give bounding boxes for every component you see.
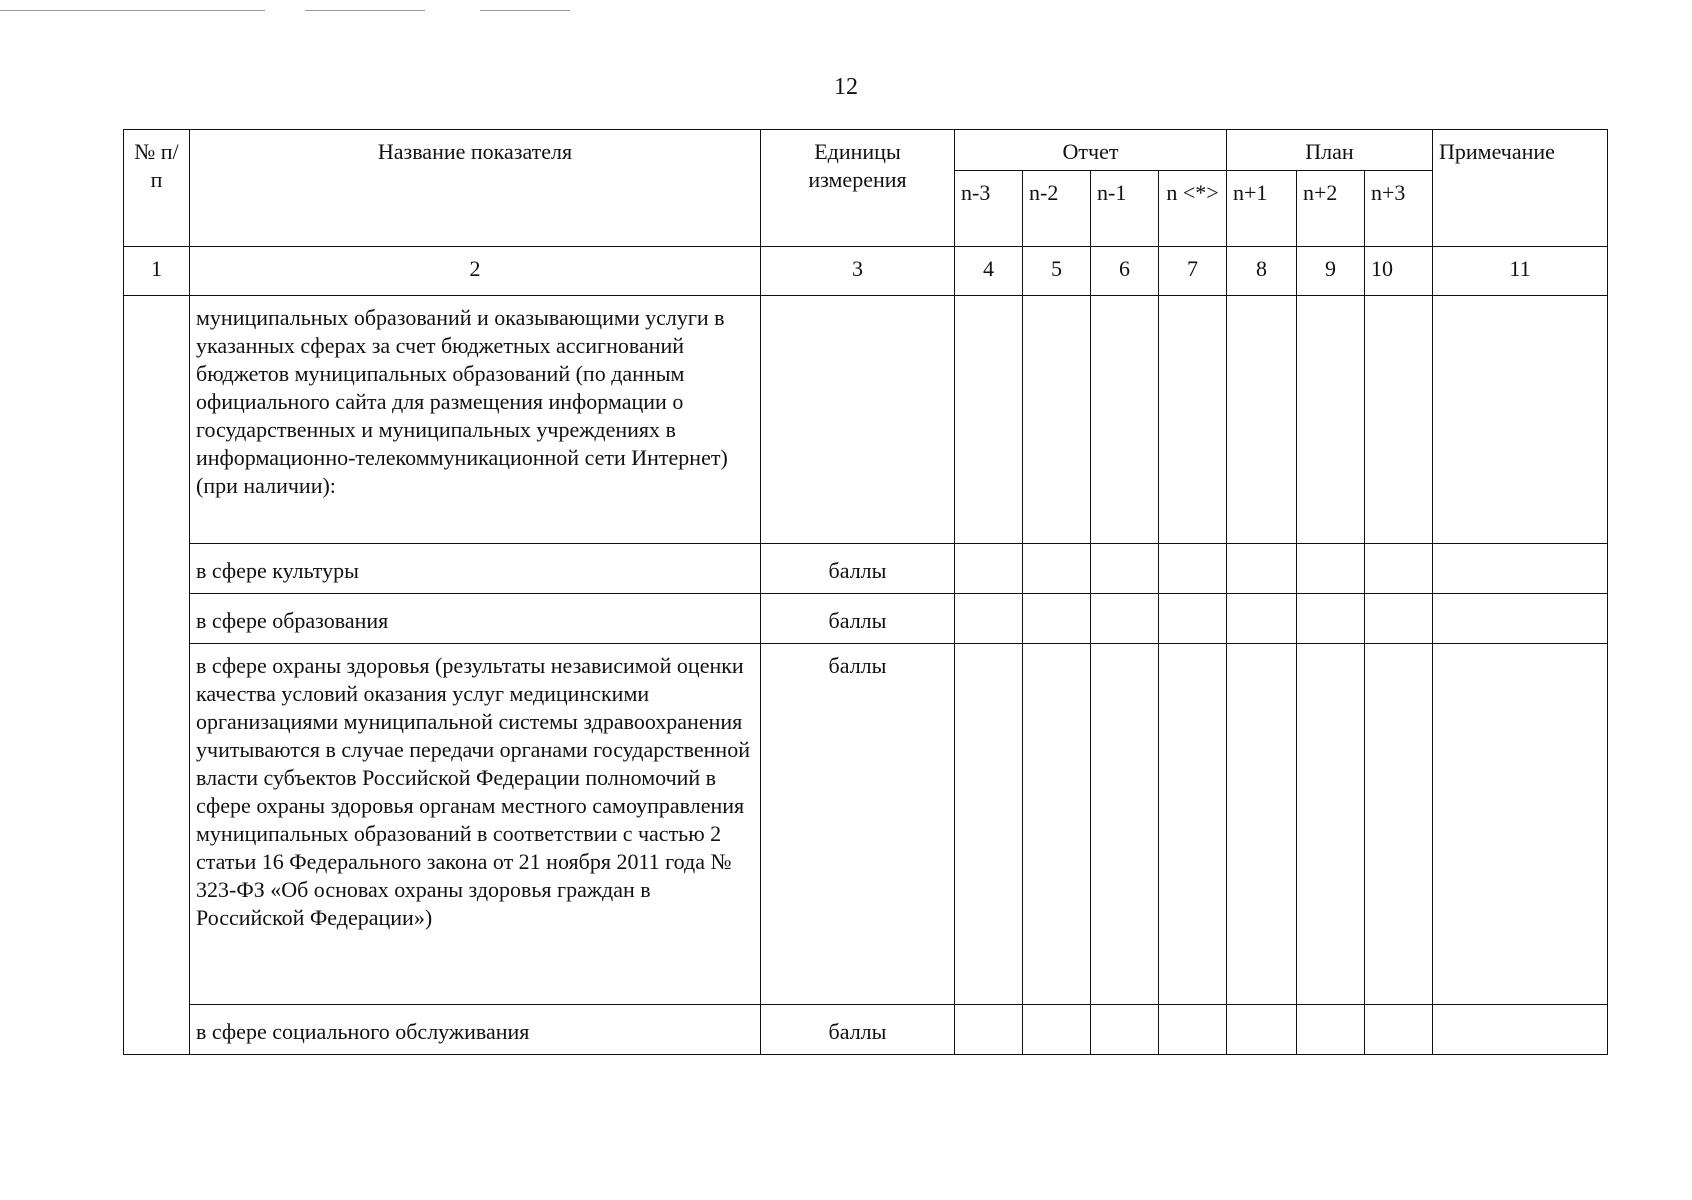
value-cell: [1091, 644, 1159, 1005]
column-number: 5: [1023, 247, 1091, 296]
indicator-name: в сфере образования: [190, 594, 761, 644]
value-cell: [1365, 296, 1433, 544]
table-row: [124, 644, 1608, 1005]
column-number: 2: [190, 247, 761, 296]
scan-artifact-line: [0, 10, 265, 11]
column-number: 1: [124, 247, 190, 296]
note-cell: [1433, 594, 1608, 644]
column-number: 10: [1365, 247, 1433, 296]
indicator-units: баллы: [761, 1005, 955, 1055]
value-cell: [1297, 296, 1365, 544]
value-cell: [1365, 1005, 1433, 1055]
note-cell: [1433, 644, 1608, 1005]
value-cell: [1159, 594, 1227, 644]
value-cell: [1297, 644, 1365, 1005]
column-number: 3: [761, 247, 955, 296]
indicator-units: баллы: [761, 594, 955, 644]
value-cell: [1023, 644, 1091, 1005]
value-cell: [955, 544, 1023, 594]
header-name: Название показателя: [190, 130, 761, 247]
column-number: 9: [1297, 247, 1365, 296]
value-cell: [1159, 296, 1227, 544]
column-number-row: [124, 247, 1608, 296]
scan-artifact-line: [305, 10, 425, 11]
header-year: n-3: [955, 171, 1023, 247]
table-row: [124, 1005, 1608, 1055]
value-cell: [1159, 644, 1227, 1005]
value-cell: [1297, 1005, 1365, 1055]
indicator-name: в сфере охраны здоровья (результаты независимой оценки качества условий оказания услуг медицинскими организациями муниципальной системы здравоохранения учитываются в случае передачи органами государственной власти субъектов Российской Федерации полномочий в сфере охраны здоровья органам местного самоуправления муниципальных образований в соответствии с частью 2 статьи 16 Федерального закона от 21 ноября 2011 года № 323-ФЗ «Об основах охраны здоровья граждан в Российской Федерации»): [190, 644, 761, 1005]
value-cell: [1023, 1005, 1091, 1055]
indicator-name: в сфере культуры: [190, 544, 761, 594]
value-cell: [1023, 594, 1091, 644]
header-report: Отчет: [955, 130, 1227, 171]
column-number: 4: [955, 247, 1023, 296]
value-cell: [1297, 544, 1365, 594]
value-cell: [1091, 594, 1159, 644]
value-cell: [1365, 544, 1433, 594]
header-plan: План: [1227, 130, 1433, 171]
indicator-table: [123, 129, 1608, 1055]
note-cell: [1433, 1005, 1608, 1055]
header-row: [124, 130, 1608, 171]
value-cell: [1091, 544, 1159, 594]
indicator-units: баллы: [761, 644, 955, 1005]
value-cell: [1227, 544, 1297, 594]
table-row: [124, 594, 1608, 644]
value-cell: [1159, 544, 1227, 594]
table-row: [124, 296, 1608, 544]
row-number-cell: [124, 296, 190, 1055]
header-year: n+3: [1365, 171, 1433, 247]
column-number: 8: [1227, 247, 1297, 296]
value-cell: [1227, 1005, 1297, 1055]
indicator-name: муниципальных образований и оказывающими услуги в указанных сферах за счет бюджетных ассигнований бюджетов муниципальных образований (по данным официального сайта для размещения информации о государственных и муниципальных учреждениях в информационно-телекоммуникационной сети Интернет) (при наличии):: [190, 296, 761, 544]
header-year: n-2: [1023, 171, 1091, 247]
page-number: 12: [834, 74, 858, 100]
value-cell: [1227, 644, 1297, 1005]
header-units: Единицы измерения: [761, 130, 955, 247]
scan-artifact-line: [480, 10, 570, 11]
value-cell: [1297, 594, 1365, 644]
note-cell: [1433, 296, 1608, 544]
value-cell: [1091, 296, 1159, 544]
value-cell: [1091, 1005, 1159, 1055]
indicator-units: баллы: [761, 544, 955, 594]
value-cell: [1227, 296, 1297, 544]
header-year: n+2: [1297, 171, 1365, 247]
value-cell: [955, 594, 1023, 644]
header-year: n-1: [1091, 171, 1159, 247]
value-cell: [1023, 296, 1091, 544]
value-cell: [955, 1005, 1023, 1055]
indicator-name: в сфере социального обслуживания: [190, 1005, 761, 1055]
column-number: 6: [1091, 247, 1159, 296]
column-number: 7: [1159, 247, 1227, 296]
value-cell: [1227, 594, 1297, 644]
header-note: Примечание: [1433, 130, 1608, 247]
header-year: n+1: [1227, 171, 1297, 247]
value-cell: [955, 296, 1023, 544]
column-number: 11: [1433, 247, 1608, 296]
table-row: [124, 544, 1608, 594]
value-cell: [1365, 594, 1433, 644]
value-cell: [1159, 1005, 1227, 1055]
value-cell: [955, 644, 1023, 1005]
header-year: n <*>: [1159, 171, 1227, 247]
value-cell: [1365, 644, 1433, 1005]
header-num: № п/п: [124, 130, 190, 247]
note-cell: [1433, 544, 1608, 594]
value-cell: [1023, 544, 1091, 594]
indicator-units: [761, 296, 955, 544]
